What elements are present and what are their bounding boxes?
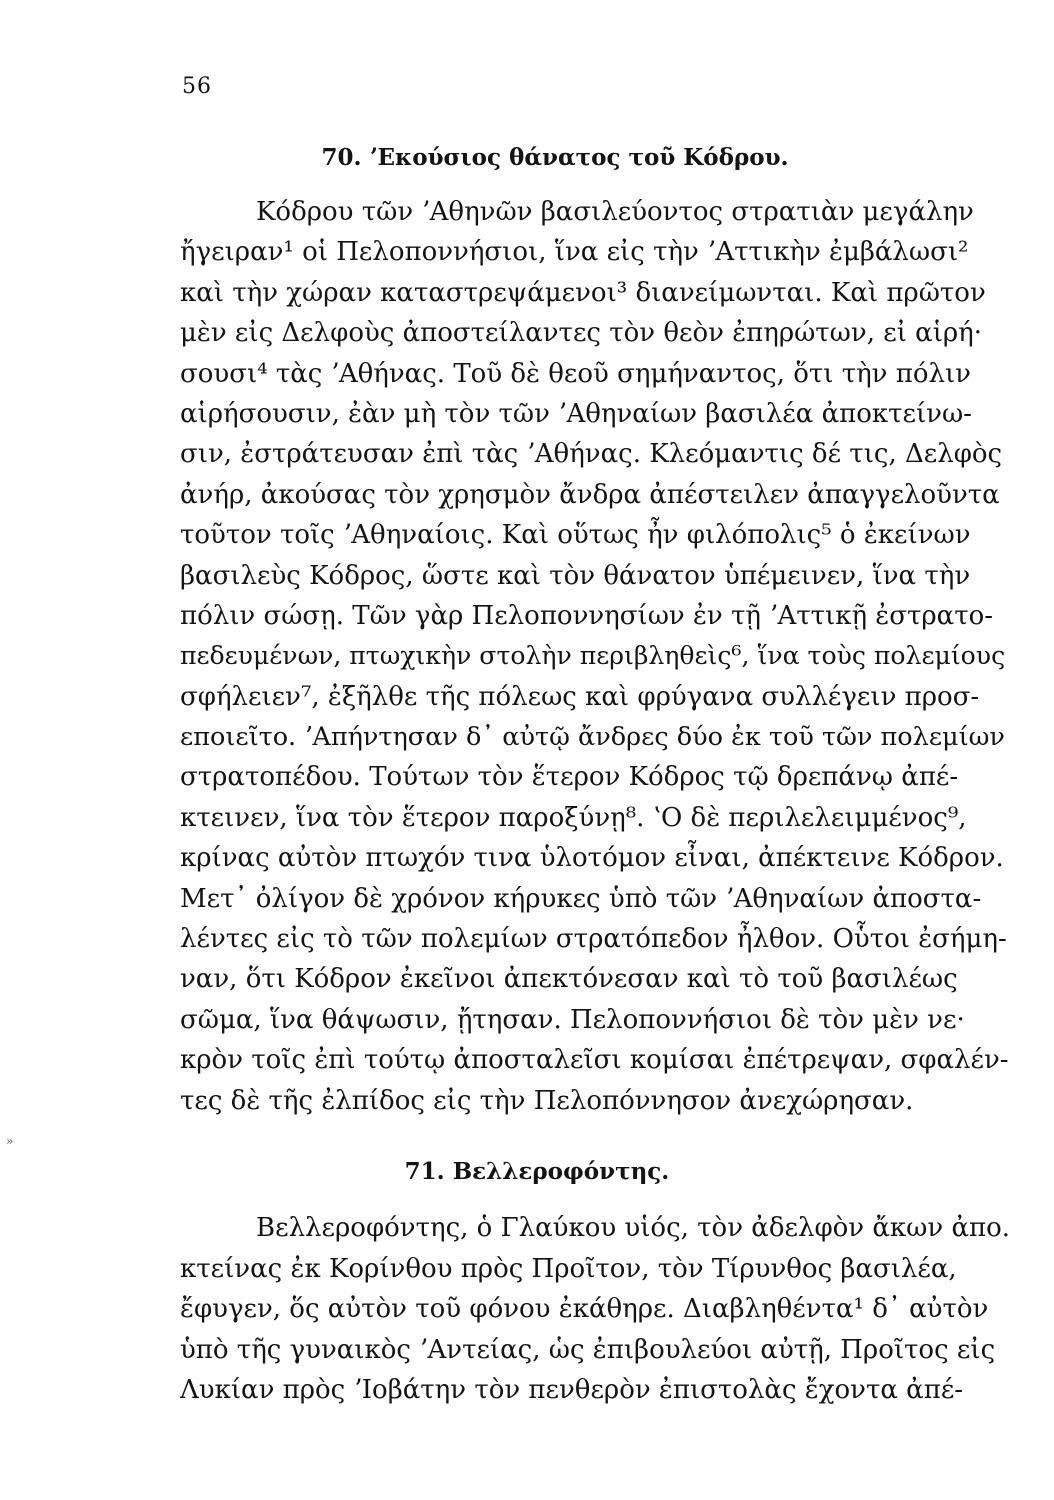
- text-line: μὲν εἰς Δελφοὺς ἀποστείλαντες τὸν θεὸν ἐπηρώτων, εἰ αἱρή·: [180, 318, 983, 349]
- text-line: εποιεῖτο. ʼΑπήντησαν δ᾿ αὐτῷ ἄνδρες δύο ἐκ τοῦ τῶν πολεμίων: [180, 722, 1005, 753]
- text-line: Λυκίαν πρὸς ʼΙοβάτην τὸν πενθερὸν ἐπιστολὰς ἔχοντα ἀπέ-: [180, 1375, 964, 1406]
- text-line: ἤγειραν¹ οἱ Πελοποννήσιοι, ἵνα εἰς τὴν ʼΑττικὴν ἐμβάλωσι²: [180, 237, 969, 268]
- section-70-paragraph: [180, 192, 1010, 1121]
- text-line: σουσι⁴ τὰς ʼΑθήνας. Τοῦ δὲ θεοῦ σημήναντος, ὅτι τὴν πόλιν: [180, 358, 971, 389]
- page-number: 56: [182, 74, 212, 99]
- text-line: κτεινεν, ἵνα τὸν ἕτερον παροξύνῃ⁸. ʽΟ δὲ περιλελειμμένος⁹,: [180, 802, 967, 833]
- text-line: τες δὲ τῆς ἐλπίδος εἰς τὴν Πελοπόννησον ἀνεχώρησαν.: [180, 1085, 914, 1116]
- text-line: λέντες εἰς τὸ τῶν πολεμίων στρατόπεδον ἦλθον. Οὗτοι ἐσήμη-: [180, 924, 1007, 955]
- text-line: ἔφυγεν, ὅς αὐτὸν τοῦ φόνου ἐκάθηρε. Διαβληθέντα¹ δ᾿ αὐτὸν: [180, 1294, 989, 1325]
- text-line: πόλιν σώσῃ. Τῶν γὰρ Πελοποννησίων ἐν τῇ ʼΑττικῇ ἐστρατο-: [180, 600, 994, 631]
- margin-mark: »: [6, 1134, 14, 1148]
- text-line: τοῦτον τοῖς ʼΑθηναίοις. Καὶ οὕτως ἦν φιλόπολις⁵ ὁ ἐκείνων: [180, 520, 971, 551]
- text-line: ναν, ὅτι Κόδρον ἐκεῖνοι ἀπεκτόνεσαν καὶ τὸ τοῦ βασιλέως: [180, 964, 958, 995]
- text-line: ἀνήρ, ἀκούσας τὸν χρησμὸν ἄνδρα ἀπέστειλεν ἀπαγγελοῦντα: [180, 479, 1000, 510]
- text-line: ὑπὸ τῆς γυναικὸς ʼΑντείας, ὡς ἐπιβουλεύοι αὐτῇ, Προῖτος εἰς: [180, 1334, 996, 1365]
- section-70-title: 70. ʼΕκούσιος θάνατος τοῦ Κόδρου.: [321, 144, 789, 171]
- text-line: Μετ᾿ ὀλίγον δὲ χρόνον κήρυκες ὑπὸ τῶν ʼΑθηναίων ἀποστα-: [180, 883, 982, 914]
- text-line: κρίνας αὐτὸν πτωχόν τινα ὑλοτόμον εἶναι, ἀπέκτεινε Κόδρον.: [180, 843, 1004, 874]
- text-line: Κόδρου τῶν ʼΑθηνῶν βασιλεύοντος στρατιὰν μεγάλην: [256, 197, 974, 227]
- text-line: Βελλεροφόντης, ὁ Γλαύκου υἱός, τὸν ἀδελφὸν ἄκων ἀπο.: [256, 1213, 1011, 1243]
- section-71-title: 71. Βελλεροφόντης.: [404, 1158, 670, 1185]
- text-line: στρατοπέδου. Τούτων τὸν ἕτερον Κόδρος τῷ δρεπάνῳ ἀπέ-: [180, 762, 959, 793]
- text-line: καὶ τὴν χώραν καταστρεψάμενοι³ διανείμωνται. Καὶ πρῶτον: [180, 277, 986, 308]
- text-line: σφήλειεν⁷, ἐξῆλθε τῆς πόλεως καὶ φρύγανα συλλέγειν προσ-: [180, 681, 980, 712]
- text-line: σῶμα, ἵνα θάψωσιν, ᾔτησαν. Πελοποννήσιοι δὲ τὸν μὲν νε·: [180, 1004, 965, 1035]
- text-line: βασιλεὺς Κόδρος, ὥστε καὶ τὸν θάνατον ὑπέμεινεν, ἵνα τὴν: [180, 560, 971, 591]
- text-line: κτείνας ἐκ Κορίνθου πρὸς Προῖτον, τὸν Τίρυνθος βασιλέα,: [180, 1253, 957, 1284]
- section-71-paragraph: [180, 1208, 1010, 1411]
- text-line: σιν, ἐστράτευσαν ἐπὶ τὰς ʼΑθήνας. Κλεόμαντις δέ τις, Δελφὸς: [180, 439, 1003, 470]
- text-line: κρὸν τοῖς ἐπὶ τούτῳ ἀποσταλεῖσι κομίσαι ἐπέτρεψαν, σφαλέν-: [180, 1045, 1009, 1076]
- text-line: πεδευμένων, πτωχικὴν στολὴν περιβληθεὶς⁶, ἵνα τοὺς πολεμίους: [180, 641, 1006, 671]
- text-line: αἱρήσουσιν, ἐὰν μὴ τὸν τῶν ʼΑθηναίων βασιλέα ἀποκτείνω-: [180, 398, 972, 429]
